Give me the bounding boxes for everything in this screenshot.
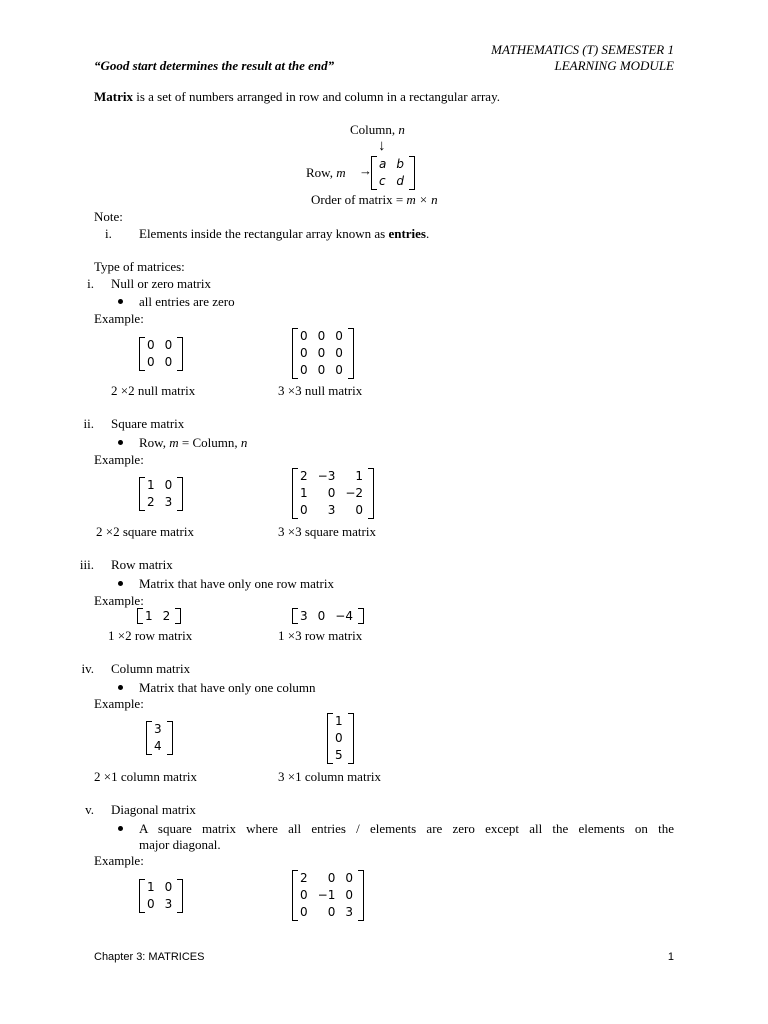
matrix-caption: 1 ×3 row matrix [278,628,363,643]
column-matrix-3x1: 1 0 5 [327,713,354,764]
column-label: Column, n [350,122,405,137]
null-matrix-3x3: 0 0 0 0 0 0 0 0 0 [292,328,354,379]
header-module: LEARNING MODULE [554,58,674,73]
bullet-icon [118,440,123,445]
null-matrix-2x2: 0 0 0 0 [139,337,183,371]
intro-definition: Matrix is a set of numbers arranged in row and column in a rectangular array. [94,89,500,104]
order-matrix: a b c d [371,156,415,190]
matrix-caption: 3 ×1 column matrix [278,769,382,784]
section-number: iii. [79,557,94,572]
matrix-caption: 3 ×3 square matrix [278,524,376,539]
section-title-null: Null or zero matrix [111,276,211,291]
section-title-square: Square matrix [111,416,185,431]
note-label: Note: [94,209,123,224]
bullet-icon [118,826,123,831]
header-quote: “Good start determines the result at the end” [94,58,335,73]
square-matrix-2x2: 1 0 2 3 [139,477,183,511]
matrix-caption: 3 ×3 null matrix [278,383,363,398]
bullet-text: Matrix that have only one column [139,680,316,695]
types-heading: Type of matrices: [94,259,185,274]
bullet-text: all entries are zero [139,294,235,309]
page-number: 1 [667,951,674,963]
header-course: MATHEMATICS (T) SEMESTER 1 [491,42,674,57]
diagonal-matrix-2x2: 1 0 0 3 [139,879,183,913]
square-matrix-3x3: 2 −3 1 1 0 −2 0 3 0 [292,468,374,519]
bullet-text: A square matrix where all entries / elements are zero except all the elements on the [139,821,674,836]
example-label: Example: [94,311,144,326]
row-matrix-1x3: 3 0 −4 [292,608,364,624]
bullet-text: Row, m = Column, n [139,435,248,450]
section-title-column: Column matrix [111,661,191,676]
bullet-icon [118,685,123,690]
down-arrow-icon: ↓ [378,138,386,154]
footer-chapter: Chapter 3: MATRICES [94,951,205,963]
row-label: Row, m [306,165,346,180]
matrix-caption: 2 ×1 column matrix [94,769,198,784]
row-matrix-1x2: 1 2 [137,608,181,624]
section-number: i. [87,276,94,291]
matrix-caption: 1 ×2 row matrix [108,628,193,643]
matrix-caption: 2 ×2 null matrix [111,383,196,398]
column-matrix-2x1: 3 4 [146,721,173,755]
example-label: Example: [94,853,144,868]
section-number: v. [85,802,94,817]
note-item-number: i. [105,226,112,241]
right-arrow-icon: → [359,163,372,178]
bullet-icon [118,299,123,304]
example-label: Example: [94,452,144,467]
section-title-row: Row matrix [111,557,173,572]
diagonal-matrix-3x3: 2 0 0 0 −1 0 0 0 3 [292,870,364,921]
bullet-text-continued: major diagonal. [139,837,221,852]
section-number: iv. [81,661,94,676]
bullet-text: Matrix that have only one row matrix [139,576,334,591]
section-title-diagonal: Diagonal matrix [111,802,196,817]
note-item: Elements inside the rectangular array known as entries. [139,226,430,241]
section-number: ii. [83,416,94,431]
matrix-caption: 2 ×2 square matrix [96,524,194,539]
example-label: Example: [94,696,144,711]
example-label: Example: [94,593,144,608]
order-of-matrix: Order of matrix = m × n [311,192,438,207]
bullet-icon [118,581,123,586]
